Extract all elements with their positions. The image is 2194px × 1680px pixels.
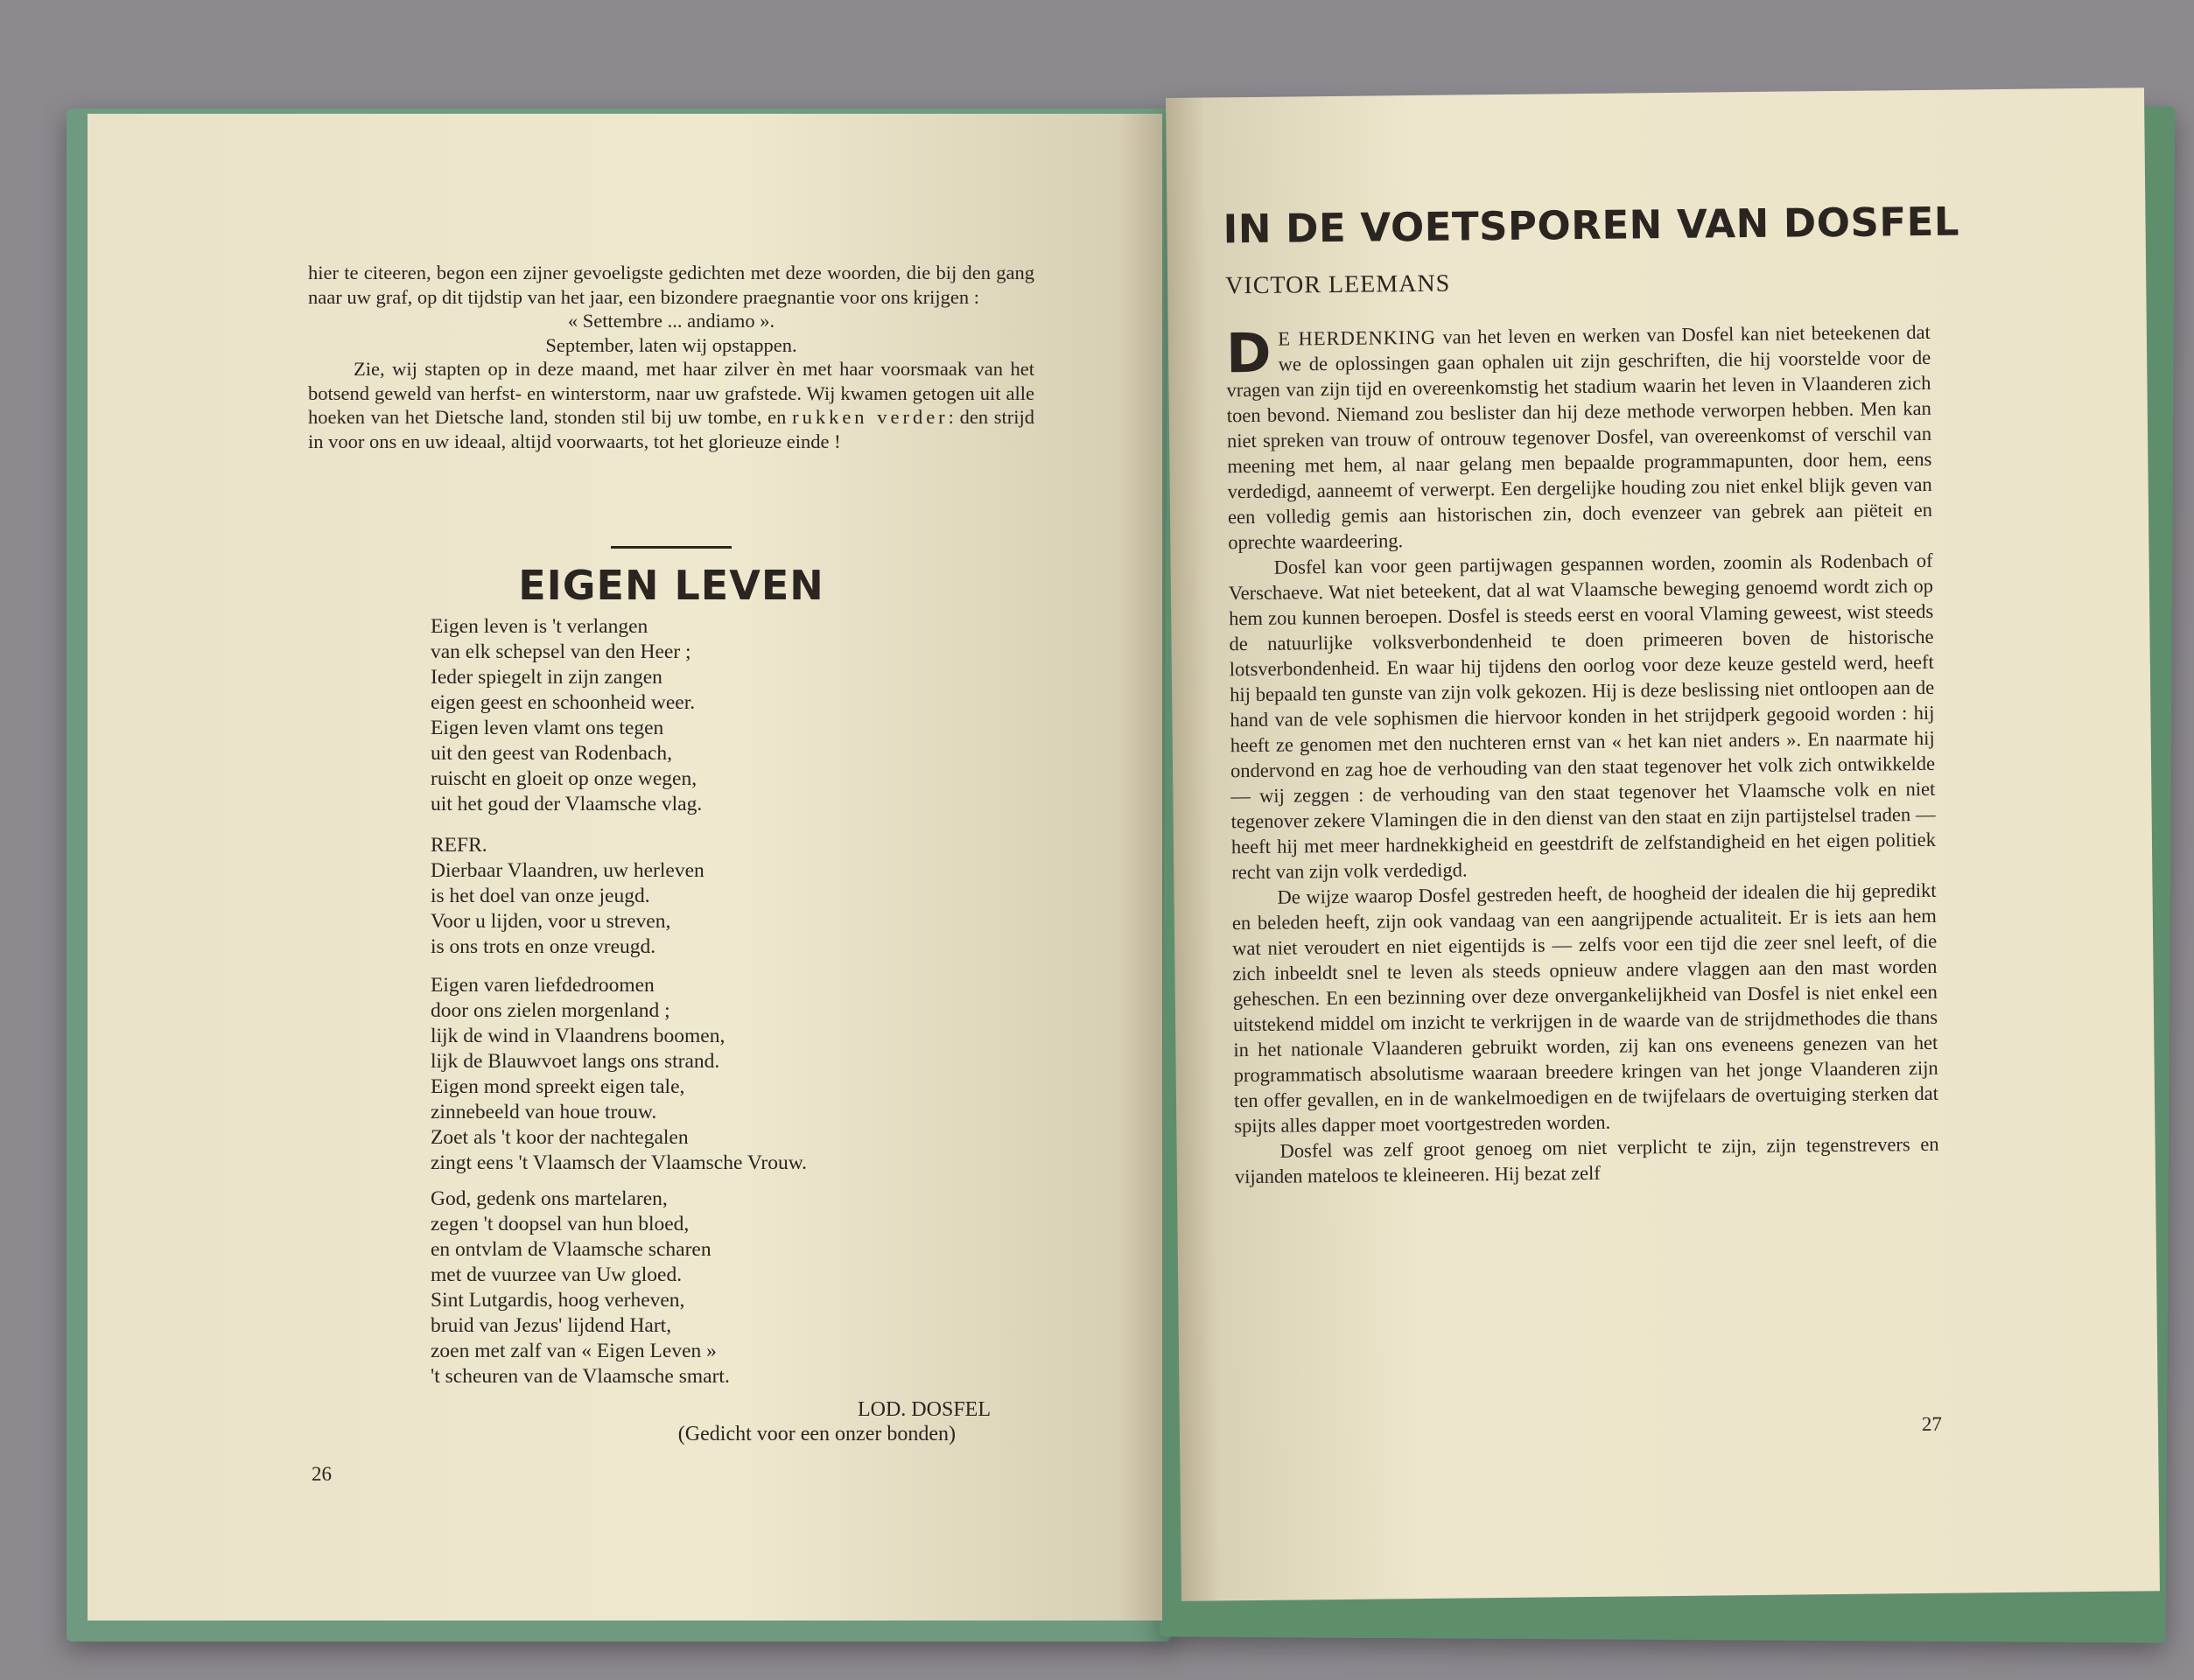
poem-line: met de vuurzee van Uw gloed. [431,1264,683,1286]
article-author: VICTOR LEEMANS [1225,270,1451,300]
poem-line: en ontvlam de Vlaamsche scharen [431,1238,711,1261]
poem-line: zoen met zalf van « Eigen Leven » [431,1340,717,1362]
drop-cap: D [1225,320,1272,386]
page-number-left: 26 [312,1463,332,1485]
right-page [1166,88,2160,1601]
poem-line: lijk de Blauwvoet langs ons strand. [431,1050,720,1073]
article-paragraph-3: De wijze waarop Dosfel gestreden heeft, de hoogheid der idealen die hij gepredikt en beleden heeft, zijn ook vandaag van een aangrijpende actualiteit. Er is iets aan hem wat niet veroudert en niet eigentijds is — zelfs voor een tijd die zeer snel leeft, of die zich inbeeldt snel te leven als steeds opnieuw andere vlaggen aan den mast worden geheschen. En een bezinning over deze onvergankelijkheid van Dosfel is niet enkel een uitstekend middel om inzicht te verkrijgen in de waarde van de strijdmethodes die thans in het nationale Vlaanderen gebruikt worden, zij kan ons eveneens genezen van het programmatisch absolutisme waaraan breedere kringen van het jonge Vlaanderen zijn ten offer gevallen, en in de wankelmoedigen en de twijfelaars de overtuiging sterken dat spijts alles dapper moet voortgestreden worden. [1231,878,1939,1138]
poem-line: zingt eens 't Vlaamsch der Vlaamsche Vrouw. [431,1152,808,1174]
poem-line: Eigen mond spreekt eigen tale, [431,1075,685,1098]
poem-line: van elk schepsel van den Heer ; [431,640,691,663]
intro-text-spaced: rukken verder [792,406,949,428]
poem-note: (Gedicht voor een onzer bonden) [677,1423,956,1446]
article-paragraph-2: Dosfel kan voor geen partijwagen gespannen worden, zoomin als Rodenbach of Verschaeve. Wat niet beteekent, dat al wat Vlaamsche beweging genoemd wordt zich op hem zou kunnen beroepen. Dosfel is steeds eerst en vooral Vlaming geweest, wist steeds de natuurlijke volksverbondenheid te doen primeeren boven de historische lotsverbondenheid. En waar hij tijdens den oorlog voor deze keuze gesteld werd, heeft hij bepaald ten gunste van zijn volk gekozen. Hij is deze beslissing niet ontloopen aan de hand van de vele sophismen die hiervoor konden in het strijdperk gegooid worden : hij heeft ze genomen met den nuchteren ernst van « het kan niet anders ». En naarmate hij ondervond en zag hoe de verhouding van den staat tegenover het volk zich ontwikkelde — wij zeggen : de verhouding van den staat tegenover het Vlaamsche volk en niet tegenover zekere Vlamingen die in den dienst van den staat en zijn partijstelsel traden — heeft hij met meer hardnekkigheid en geestdrift de zelfstandigheid en het eigen politiek recht van zijn volk verdedigd. [1228,549,1937,884]
article-paragraph-4: Dosfel was zelf groot genoeg om niet verplicht te zijn, zijn tegenstrevers en vijanden mateloos te kleineeren. Hij bezat zelf [1234,1132,1939,1188]
opening-caps: E HERDENKING [1278,326,1437,350]
poem-line: uit het goud der Vlaamsche vlag. [431,793,703,816]
page-number-right: 27 [1921,1412,1943,1436]
article-paragraph-1 [1226,319,1933,555]
poem-line: Sint Lutgardis, hoog verheven, [431,1289,685,1312]
poem-line: Eigen varen liefdedroomen [431,974,655,997]
refrain-label: REFR. [431,834,487,857]
quote-italian: « Settembre ... andiamo ». [567,310,775,332]
poem-line: Dierbaar Vlaandren, uw herleven [431,859,704,882]
intro-text-b: : den strijd in voor ons en uw ideaal, altijd voorwaarts, tot het glorieuze einde ! [308,406,1034,452]
poem-line: is ons trots en onze vreugd. [431,935,656,958]
poem-stanza-3 [431,1186,999,1390]
poem-line: Zoet als 't koor der nachtegalen [431,1126,689,1149]
poem-line: uit den geest van Rodenbach, [431,742,673,765]
poem-line: 't scheuren van de Vlaamsche smart. [431,1365,730,1388]
poem-stanza-2 [431,973,999,1176]
poem-line: eigen geest en schoonheid weer. [431,691,696,714]
poem-title: EIGEN LEVEN [518,562,824,609]
poem-signature: LOD. DOSFEL [857,1398,991,1421]
left-intro [308,261,1034,453]
poem-line: Ieder spiegelt in zijn zangen [431,666,662,689]
intro-paragraph-2 [308,357,1034,453]
poem-line: lijk de wind in Vlaandrens boomen, [431,1025,725,1047]
poem-line: Eigen leven is 't verlangen [431,615,648,638]
poem-stanza-1 [431,614,999,817]
left-page [88,114,1162,1620]
poem-line: Eigen leven vlamt ons tegen [431,717,664,739]
title-divider [611,546,732,549]
poem-line: door ons zielen morgenland ; [431,999,670,1022]
intro-text-a: Zie, wij stapten op in deze maand, met haar zilver èn met haar voorsmaak van het botsend geweld van herfst- en winterstorm, naar uw grafstede. Wij kwamen getogen uit alle hoeken van het Dietsche land, stonden stil bij uw tombe, en [308,358,1034,428]
article-body [1226,319,1939,1189]
poem-line: ruischt en gloeit op onze wegen, [431,767,697,790]
paragraph-1-text: van het leven en werken van Dosfel kan niet beteekenen dat we de oplossingen gaan ophalen uit zijn geschriften, die hij voorstelde voor de vragen van zijn tijd en overeenkomstig het stadium waarin het leven in Vlaanderen zich toen bevond. Niemand zou beslister dan hij deze methode verworpen hebben. Men kan niet spreken van trouw of ontrouw tegenover Dosfel, van overeenkomst of verschil van meening met hem, al naar gelang men bepaalde programmapunten, door hem, eens verdedigd, aanneemt of verwerpt. Een dergelijke houding zou niet enkel blijk geven van een volledig gemis aan historischen zin, doch evenzeer van gebrek aan piëteit en oprechte waardeering. [1226,320,1933,554]
intro-paragraph-1: hier te citeeren, begon een zijner gevoeligste gedichten met deze woorden, die bij den gang naar uw graf, op dit tijdstip van het jaar, een bizondere praegnantie voor ons krijgen : [308,262,1034,308]
poem-line: is het doel van onze jeugd. [431,885,650,907]
poem-line: bruid van Jezus' lijdend Hart, [431,1314,672,1337]
poem-refrain [431,833,999,960]
poem-line: God, gedenk ons martelaren, [431,1187,668,1210]
quote-dutch: September, laten wij opstappen. [545,333,797,356]
article-title: IN DE VOETSPOREN VAN DOSFEL [1223,198,1960,253]
poem-line: zegen 't doopsel van hun bloed, [431,1213,690,1236]
poem-line: Voor u lijden, voor u streven, [431,910,671,933]
poem-line: zinnebeeld van houe trouw. [431,1101,657,1124]
